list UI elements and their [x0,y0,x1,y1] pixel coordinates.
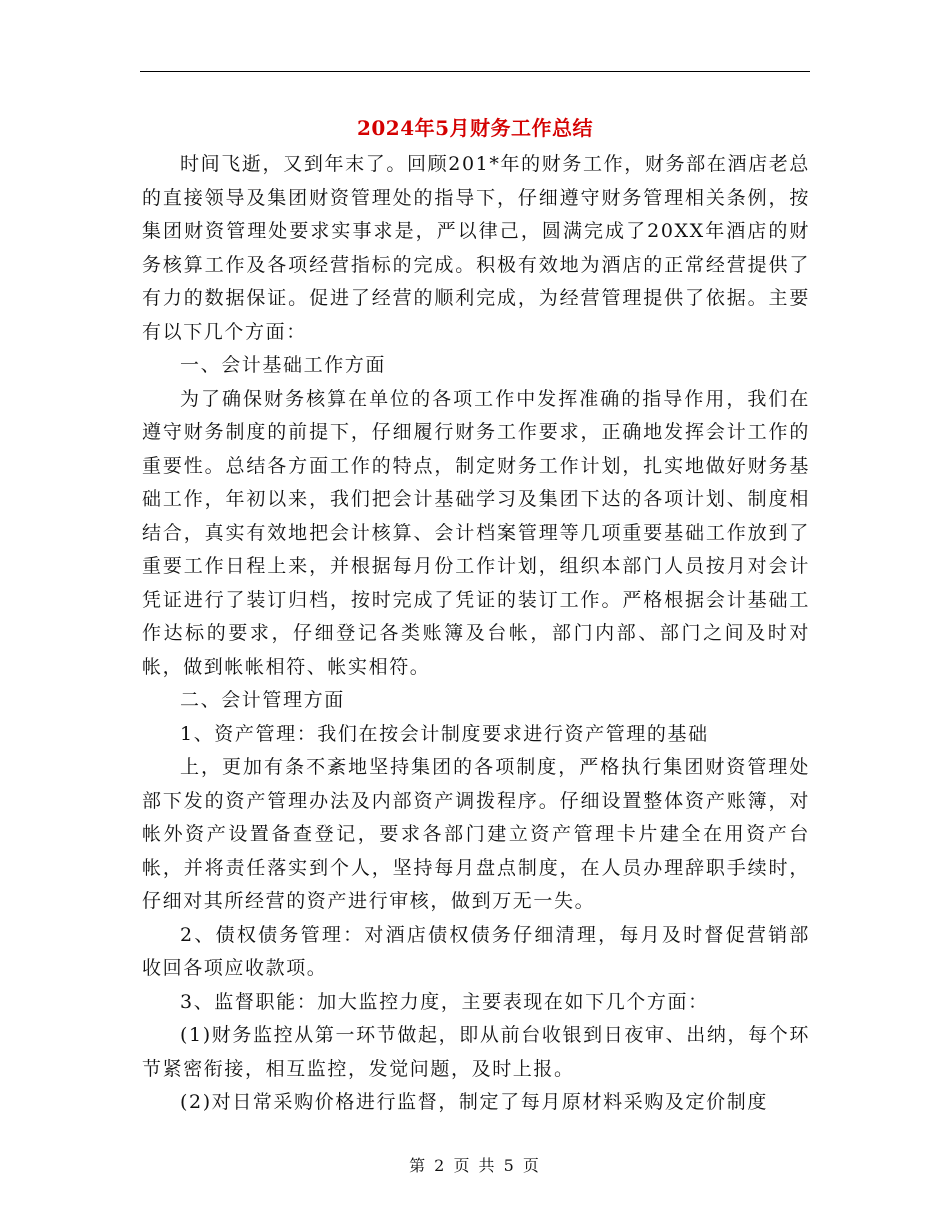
accounting-basics-paragraph: 为了确保财务核算在单位的各项工作中发挥准确的指导作用，我们在遵守财务制度的前提下，仔细履行财务工作要求，正确地发挥会计工作的重要性。总结各方面工作的特点，制定财务工作计划，扎实地做好财务基础工作，年初以来，我们把会计基础学习及集团下达的各项计划、制度相结合，真实有效地把会计核算、会计档案管理等几项重要基础工作放到了重要工作日程上来，并根据每月份工作计划，组织本部门人员按月对会计凭证进行了装订归档，按时完成了凭证的装订工作。严格根据会计基础工作达标的要求，仔细登记各类账簿及台帐，部门内部、部门之间及时对帐，做到帐帐相符、帐实相符。 [142,387,810,678]
intro-paragraph: 时间飞逝，又到年末了。回顾201*年的财务工作，财务部在酒店老总的直接领导及集团财资管理处的指导下，仔细遵守财务管理相关条例，按集团财资管理处要求实事求是，严以律己，圆满完成了20XX年酒店的财务核算工作及各项经营指标的完成。积极有效地为酒店的正常经营提供了有力的数据保证。促进了经营的顺利完成，为经营管理提供了依据。主要有以下几个方面： [142,153,810,343]
section-heading-accounting-management: 二、会计管理方面 [180,689,345,711]
asset-management-paragraph: 上，更加有条不紊地坚持集团的各项制度，严格执行集团财资管理处部下发的资产管理办法及内部资产调拨程序。仔细设置整体资产账簿，对帐外资产设置备查登记，要求各部门建立资产管理卡片建全在用资产台帐，并将责任落实到个人，坚持每月盘点制度，在人员办理辞职手续时，仔细对其所经营的资产进行审核，做到万无一失。 [142,756,810,912]
debt-management-paragraph: 2、债权债务管理：对酒店债权债务仔细清理，每月及时督促营销部收回各项应收款项。 [142,923,810,979]
section-heading-accounting-basics: 一、会计基础工作方面 [180,354,387,376]
document-title: 2024年5月财务工作总结 [356,116,594,140]
supervision-heading: 3、监督职能：加大监控力度，主要表现在如下几个方面： [180,990,709,1013]
supervision-item-1: (1)财务监控从第一环节做起，即从前台收银到日夜审、出纳，每个环节紧密衔接，相互监控，发觉问题，及时上报。 [142,1024,810,1080]
header-rule [140,71,810,72]
asset-management-first-line: 1、资产管理：我们在按会计制度要求进行资产管理的基础 [180,722,709,745]
supervision-item-2: (2)对日常采购价格进行监督，制定了每月原材料采购及定价制度 [180,1091,768,1113]
page-number-footer: 第 2 页 共 5 页 [409,1156,541,1175]
document-body [142,148,810,1120]
